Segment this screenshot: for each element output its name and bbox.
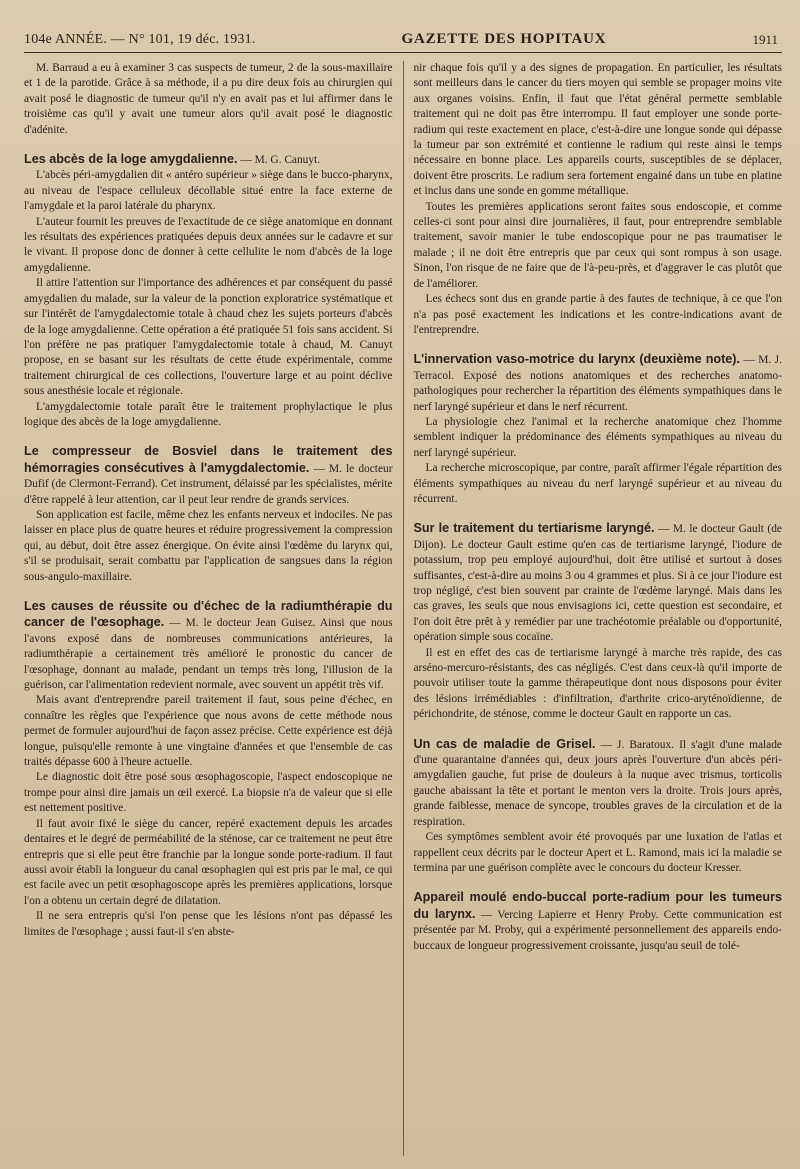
section-title: Sur le traitement du tertiarisme laryngé. <box>413 521 655 536</box>
section-author: — Vercing Lapierre et Henry Proby. Cette communication est présentée par M. Proby, qui a expérimenté personnellement des appareils endo-buccaux de longueur progressivement croissante, jusqu'au seuil de tolé- <box>413 908 782 952</box>
section-appareil-moule <box>413 890 782 954</box>
section-abces-loge <box>24 152 393 430</box>
section-innervation <box>413 352 782 507</box>
section-title: Appareil moulé endo-buccal porte-radium pour les tumeurs du larynx. <box>413 890 782 921</box>
paragraph: Toutes les premières applications seront faites sous endoscopie, et comme celles-ci sont pour ainsi dire journalières, il faut, pour entreprendre semblable traitement, savoir manier le tube endoscopique pour ne pas traumatiser le malade ; il ne doit être entrepris que par ceux qui sont rompus à son usage. Sinon, l'on risque de ne faire que de l'à-peu-près, et d'aggraver le cas plutôt que de l'améliorer. <box>413 200 782 290</box>
section-author: — M. le docteur Gault (de Dijon). Le docteur Gault estime qu'en cas de tertiarisme laryngé, l'iodure de potassium, trop peu employé aujourd'hui, doit être utilisé et surtout à doses suffisantes, c'est-à-dire au moins 3 ou 4 grammes et plus. Si à ce jour l'iodure est trop négligé, c'est bien souvent par crainte de l'œdème laryngé. Mais dans les cas graves, les seuls que nous envisagions ici, cette question est secondaire, et l'on doit être prêt à y remédier par une trachéotomie préalable ou d'opportunité, opération simple sous cocaïne. <box>413 523 782 644</box>
section-author: — M. le docteur Jean Guisez. Ainsi que nous l'avons exposé dans de nombreuses communications antérieures, la radiumthérapie a certainement très amélioré le pronostic du cancer de l'œsophage, donnant au malade, pendant un temps très long, l'illusion de la guérison, car l'alimentation redevient normale, avec souvent un appétit très vif. <box>24 617 393 692</box>
section-compresseur <box>24 444 393 585</box>
paragraph: nir chaque fois qu'il y a des signes de propagation. En particulier, les résultats sont meilleurs dans le cancer du tiers moyen qui semble se propager moins vite aux organes voisins. Enfin, il faut que l'état général permette semblable traitement qui ne doit pas être interrompu. Il faut employer une sonde porte-radium qui reste exactement en place, c'est-à-dire une longue sonde qui dépasse la tumeur par son extrémité et contienne le radium qui reste ainsi le temps nécessaire en bonne place. Les appareils courts, susceptibles de se déplacer, doivent être proscrits. Le radium sera fortement engainé dans un tube en platine et inclus dans une sonde en gomme métallique. <box>413 62 782 198</box>
article-columns <box>24 61 782 1156</box>
paragraph: Son application est facile, même chez les enfants nerveux et indociles. Ne pas laisser en place plus de quatre heures et réduire progressivement la compression qui, au début, doit être assez énergique. On évite ainsi l'œdème du larynx qui, s'il se produisait, serait combattu par l'application de sangsues dans la région sous-angulo-maxillaire. <box>24 508 393 583</box>
section-tertiarisme <box>413 521 782 722</box>
section-title: Les causes de réussite ou d'échec de la radiumthérapie du cancer de l'œsophage. <box>24 599 393 630</box>
column-divider <box>403 61 404 1156</box>
section-author: — M. G. Canuyt. <box>237 154 321 167</box>
paragraph: L'auteur fournit les preuves de l'exactitude de ce siège anatomique en donnant les résultats des expériences pratiquées depuis deux années sur le cadavre et sur le vivant. Il propose donc de donner à cette cellulite le nom d'abcès de la loge amygdalienne. <box>24 215 393 274</box>
section-radiumtherapie <box>24 599 393 940</box>
section-grisel <box>413 737 782 877</box>
paragraph: Il attire l'attention sur l'importance des adhérences et par conséquent du passé amygdalien du malade, sur la valeur de la ponction exploratrice systématique et sur l'intérêt de l'amygdalectomie totale à chaud chez les sujets porteurs d'abcès de la loge amygdalienne. Cette opération a été pratiquée 51 fois sans accident. Si l'on préfère ne pas pratiquer l'amygdalectomie totale à chaud, M. Canuyt propose, en se basant sur les résultats de cette étude expérimentale, comme traitement chirurgical de ces collections, l'ouverture large et au point déclive sous anesthésie locale et régionale. <box>24 277 393 398</box>
section-author: — M. le docteur Dufif (de Clermont-Ferrand). Cet instrument, délaissé par les spécialistes, mérite d'être rappelé à leur attention, car il peut leur rendre de grands services. <box>24 462 393 506</box>
right-column <box>413 61 782 1156</box>
intro-section <box>24 61 393 138</box>
paragraph: Il ne sera entrepris qu'si l'on pense que les lésions n'ont pas dépassé les limites de l'œsophage ; aussi faut-il s'en abste- <box>24 910 393 938</box>
paragraph: L'abcès péri-amygdalien dit « antéro supérieur » siège dans le bucco-pharynx, au niveau de l'espace celluleux décollable situé entre la face externe de l'amygdale et la paroi latérale du pharynx. <box>24 169 393 213</box>
page-header <box>24 18 782 53</box>
paragraph: Il est en effet des cas de tertiarisme laryngé à marche très rapide, des cas arséno-mercuro-résistants, des cas négligés. C'est dans ceux-là qu'il importe de pouvoir utiliser toute la gamme thérapeutique dont nous disposons pour éviter des lésions irrémédiables : d'infiltration, d'arthrite crico-aryténoïdienne, de périchondrite, de sténose, comme le docteur Gault en rapporte un cas. <box>413 646 782 721</box>
section-title: Les abcès de la loge amygdalienne. <box>24 152 238 167</box>
left-column <box>24 61 393 1156</box>
section-author: — J. Baratoux. Il s'agit d'une malade d'une quarantaine d'années qui, deux jours après l'ouverture d'un abcès péri-amygdalien gauche, fut prise de douleurs à la nuque avec trismus, torticolis gauche abaissant la tête et portant le menton vers la droite. Trois jours après, grande faiblesse, menace de syncope, troubles graves de la circulation et de la respiration. <box>413 738 782 828</box>
section-title: Le compresseur de Bosviel dans le traitement des hémorragies consécutives à l'amygdalectomie. <box>24 444 393 475</box>
paragraph: Les échecs sont dus en grande partie à des fautes de technique, à ce que l'on n'a pas posé exactement les indications et les contre-indications avant de l'entreprendre. <box>413 293 782 336</box>
paragraph: Il faut avoir fixé le siège du cancer, repéré exactement depuis les arcades dentaires et le degré de perméabilité de la sténose, car ce traitement ne peut être entrepris que si elle peut être franchie par la longue sonde porte-radium. Il faut aussi avoir établi la longueur du canal œsophagien qui est pris par le mal, ce qui est facile avec un petit œsophagoscope après les premières applications, lorsque l'on a obtenu un certain degré de dilatation. <box>24 817 393 907</box>
issue-info: 104e ANNÉE. — N° 101, 19 déc. 1931. <box>24 32 256 47</box>
section-title: Un cas de maladie de Grisel. <box>413 736 596 751</box>
paragraph: La physiologie chez l'animal et la recherche anatomique chez l'homme semblent indiquer la prédominance des éléments sympathiques au niveau du nerf laryngé supérieur. <box>413 415 782 459</box>
paragraph: Ces symptômes semblent avoir été provoqués par une luxation de l'atlas et rappellent ceux décrits par le docteur Apert et L. Ramond, mais ici la maladie se termina par une guérison complète avec le concours du docteur Kresser. <box>413 831 782 874</box>
journal-title: GAZETTE DES HOPITAUX <box>401 31 607 47</box>
paragraph: M. Barraud a eu à examiner 3 cas suspects de tumeur, 2 de la sous-maxillaire et 1 de la parotide. Grâce à sa méthode, il a pu dire deux fois au chirurgien qui avait posé le diagnostic de tumeur qu'il n'y en avait pas et lui affirmer dans le troisième cas qu'il y avait une tumeur alors qu'il avait posé le diagnostic d'adénite. <box>24 62 393 136</box>
paragraph: Le diagnostic doit être posé sous œsophagoscopie, l'aspect endoscopique ne trompe pour ainsi dire jamais un œil exercé. La biopsie n'a de valeur que si elle est nettement positive. <box>24 771 393 815</box>
paragraph: Mais avant d'entreprendre pareil traitement il faut, sous peine d'échec, en connaître les règles que l'expérience que nous avons de cette méthode nous permet de formuler aujourd'hui de façon assez précise. Cette expérience est déjà longue, puisqu'elle remonte à une vingtaine d'années et que l'ensemble de cas traités dépasse 600 à l'heure actuelle. <box>24 694 393 769</box>
section-title: L'innervation vaso-motrice du larynx (deuxième note). <box>413 352 740 367</box>
paragraph: La recherche microscopique, par contre, paraît affirmer l'égale répartition des éléments sympathiques au niveau du nerf laryngé supérieur et au niveau du récurrent. <box>413 462 782 505</box>
continued-section <box>413 61 782 338</box>
page-number: 1911 <box>752 32 778 47</box>
paragraph: L'amygdalectomie totale paraît être le traitement prophylactique le plus logique des abcès de la loge amygdalienne. <box>24 400 393 428</box>
section-author: — M. J. Terracol. Exposé des notions anatomiques et des recherches anatomo-pathologiques pour rechercher la répartition des éléments sympathiques dans le nerf laryngé supérieur et dans le nerf récurrent. <box>413 354 782 413</box>
